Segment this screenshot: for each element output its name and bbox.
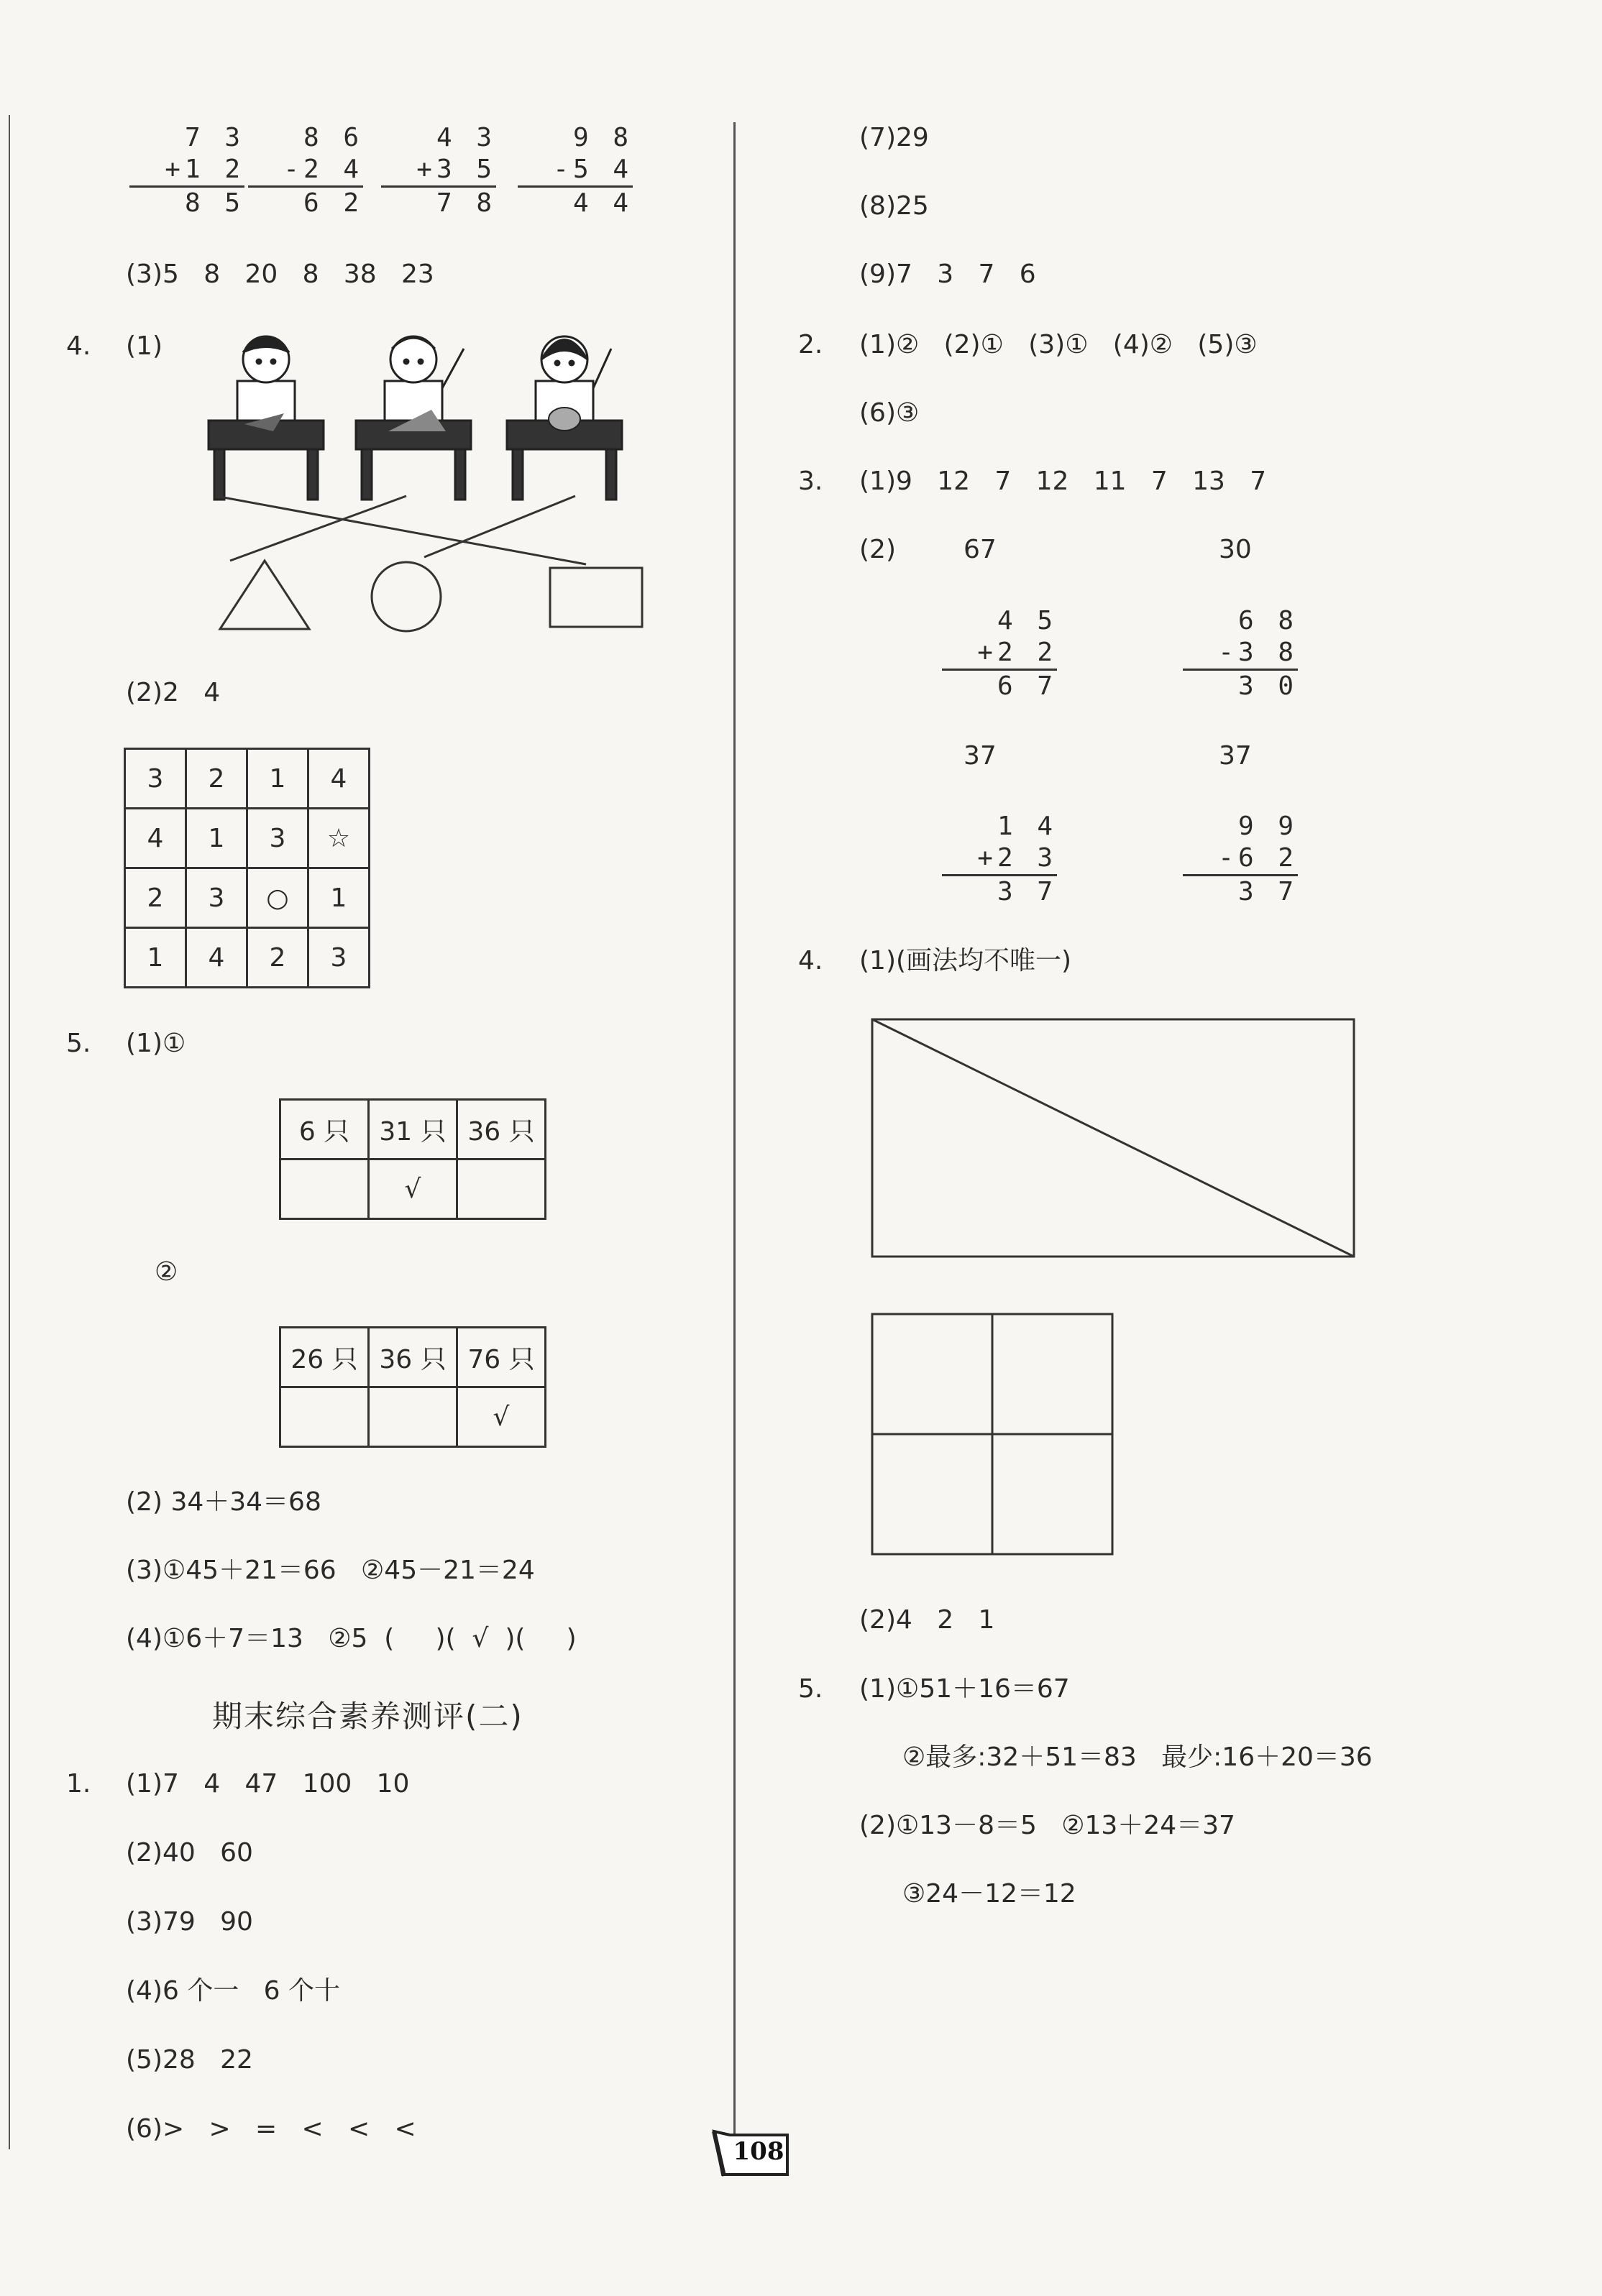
table-header-cell: 31 只 — [369, 1100, 457, 1160]
right-q3-number: 3. — [798, 467, 823, 496]
answer-table-1 — [279, 1098, 546, 1220]
question-number-4: 4. — [66, 331, 91, 361]
table-header-cell: 36 只 — [457, 1100, 546, 1160]
right-q3-line1: (1)9 12 7 12 11 7 13 7 — [859, 467, 1267, 496]
right-q5-line: (1)①51＋16＝67 — [859, 1674, 1070, 1704]
vertical-calc-2: 8 6 -2 4 6 2 — [241, 122, 363, 219]
grid-cell: 1 — [247, 749, 308, 809]
q3-result: 67 — [964, 535, 997, 564]
right-q2-line1: (1)② (2)① (3)① (4)② (5)③ — [859, 330, 1258, 359]
question-number-5: 5. — [66, 1029, 91, 1058]
table-header-row — [280, 1100, 546, 1160]
table-mark-cell: √ — [369, 1160, 457, 1219]
grid-row — [125, 928, 370, 988]
q4-sub1-label: (1) — [126, 331, 163, 361]
match-line-2 — [230, 496, 406, 561]
q5-line3: (3)①45＋21＝66 ②45－21＝24 — [126, 1556, 535, 1585]
s1-line: (3)79 90 — [126, 1907, 253, 1937]
circle-shape — [372, 562, 441, 631]
table-header-cell: 26 只 — [280, 1328, 369, 1387]
grid-cell: 3 — [125, 749, 186, 809]
table-mark-row — [280, 1387, 546, 1447]
right-top-line: (9)7 3 7 6 — [859, 260, 1036, 289]
rectangle-shape — [550, 568, 642, 627]
grid-cell: 4 — [308, 749, 370, 809]
grid-cell: ○ — [247, 868, 308, 928]
page-number: 108 — [733, 2137, 784, 2166]
table-mark-cell — [280, 1387, 369, 1447]
q5-line4: (4)①6＋7＝13 ②5 ( )( √ )( ) — [126, 1624, 577, 1653]
girl — [536, 336, 611, 421]
q3-result: 37 — [1219, 741, 1252, 771]
q3-result: 30 — [1219, 535, 1252, 564]
s1-line: (1)7 4 47 100 10 — [126, 1769, 410, 1799]
grid-cell: 4 — [186, 928, 247, 988]
q4-sub2-line: (2)2 4 — [126, 678, 221, 707]
grid-cell: 3 — [247, 809, 308, 868]
divided-square-drawing — [870, 1312, 1118, 1560]
right-q5-number: 5. — [798, 1674, 823, 1704]
match-line-1 — [216, 496, 586, 564]
desk-3 — [507, 421, 622, 500]
right-q5-line: ②最多:32＋51＝83 最少:16＋20＝36 — [902, 1742, 1373, 1772]
desk-object-3 — [549, 408, 580, 431]
children-desks-illustration — [194, 327, 654, 643]
grid-cell: 2 — [125, 868, 186, 928]
vertical-calc-3: 4 3 +3 5 7 8 — [374, 122, 496, 219]
answer-table-2 — [279, 1326, 546, 1448]
divided-rectangle-drawing — [870, 1017, 1366, 1265]
table-header-cell: 36 只 — [369, 1328, 457, 1387]
table-mark-cell: √ — [457, 1387, 546, 1447]
boy-2 — [385, 336, 464, 421]
grid-cell: ☆ — [308, 809, 370, 868]
table-header-row — [280, 1328, 546, 1387]
q5-sub1-label: (1)① — [126, 1029, 186, 1058]
s1-line: (5)28 22 — [126, 2045, 253, 2075]
vertical-calc-4: 9 8 -5 4 4 4 — [511, 122, 633, 219]
number-grid — [124, 748, 370, 988]
s1-line: (4)6 个一 6 个十 — [126, 1976, 341, 2006]
right-q4-line2: (2)4 2 1 — [859, 1605, 995, 1635]
section1-number: 1. — [66, 1769, 91, 1799]
table-mark-cell — [369, 1387, 457, 1447]
grid-row — [125, 749, 370, 809]
vertical-calc-6: 6 8 -3 8 3 0 — [1176, 605, 1298, 702]
table-header-cell: 76 只 — [457, 1328, 546, 1387]
vertical-calc-8: 9 9 -6 2 3 7 — [1176, 811, 1298, 908]
desk-1 — [209, 421, 324, 500]
right-q2-number: 2. — [798, 330, 823, 359]
grid-cell: 1 — [125, 928, 186, 988]
right-q5-line: (2)①13－8＝5 ②13＋24＝37 — [859, 1811, 1235, 1840]
table-mark-cell — [457, 1160, 546, 1219]
triangle-shape — [220, 561, 309, 629]
vertical-calc-7: 1 4 +2 3 3 7 — [935, 811, 1057, 908]
table-mark-cell — [280, 1160, 369, 1219]
right-q4-line1: (1)(画法均不唯一) — [859, 946, 1072, 975]
grid-row — [125, 868, 370, 928]
table-header-cell: 6 只 — [280, 1100, 369, 1160]
vertical-calc-1: 7 3 +1 2 8 5 — [122, 122, 244, 219]
right-q2-line2: (6)③ — [859, 398, 920, 428]
grid-cell: 1 — [186, 809, 247, 868]
left-margin-line — [9, 115, 10, 2149]
grid-cell: 4 — [125, 809, 186, 868]
right-q4-number: 4. — [798, 946, 823, 975]
q5-circle2-label: ② — [155, 1257, 178, 1287]
grid-cell: 1 — [308, 868, 370, 928]
grid-row — [125, 809, 370, 868]
section-title: 期末综合素养测评(二) — [212, 1699, 523, 1734]
q3-result: 37 — [964, 741, 997, 771]
page-number-badge — [708, 2124, 795, 2182]
s1-line: (2)40 60 — [126, 1838, 253, 1868]
right-top-line: (8)25 — [859, 191, 929, 221]
boy-1 — [237, 336, 295, 421]
desk-2 — [356, 421, 471, 500]
s1-line: (6)> > = < < < — [126, 2114, 416, 2144]
grid-cell: 2 — [186, 749, 247, 809]
grid-cell: 3 — [186, 868, 247, 928]
q5-line2: (2) 34＋34＝68 — [126, 1487, 321, 1517]
grid-cell: 2 — [247, 928, 308, 988]
grid-cell: 3 — [308, 928, 370, 988]
right-q5-line: ③24－12＝12 — [902, 1879, 1076, 1909]
column-divider — [733, 122, 736, 2157]
right-q3-sub2: (2) — [859, 535, 896, 564]
answer-line-3: (3)5 8 20 8 38 23 — [126, 260, 434, 289]
vertical-calc-5: 4 5 +2 2 6 7 — [935, 605, 1057, 702]
right-top-line: (7)29 — [859, 123, 929, 152]
table-mark-row — [280, 1160, 546, 1219]
